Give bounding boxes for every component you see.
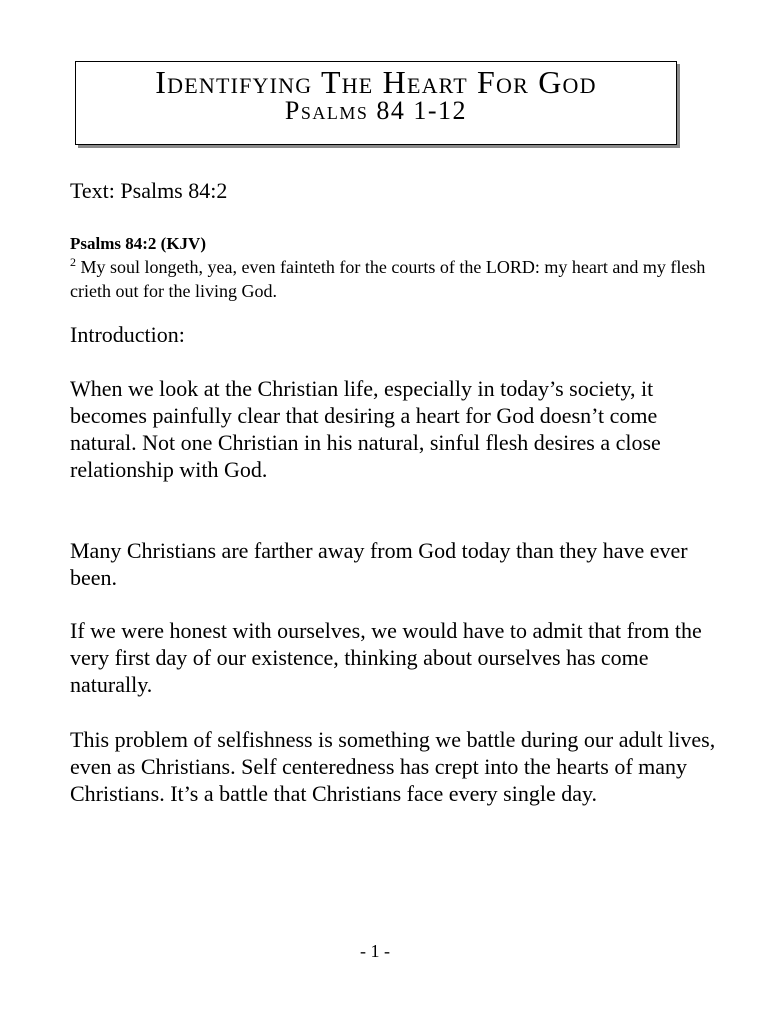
verse-text-block (70, 255, 710, 303)
paragraph: When we look at the Christian life, especially in today’s society, it becomes painfully clear that desiring a heart for God doesn’t come natural. Not one Christian in his natural, sinful flesh desires a close relationship with God. (70, 376, 661, 482)
text-reference: Text: Psalms 84:2 (70, 178, 228, 203)
paragraph: Many Christians are farther away from God today than they have ever been. (70, 538, 688, 590)
verse-reference: Psalms 84:2 (KJV) (70, 234, 206, 253)
document-subtitle: Psalms 84 1-12 (284, 96, 468, 125)
page-number: - 1 - (360, 941, 390, 961)
title-box (75, 61, 677, 145)
introduction-heading: Introduction: (70, 322, 185, 347)
verse-text: My soul longeth, yea, even fainteth for the courts of the LORD: my heart and my flesh crieth out for the living God. (70, 257, 706, 301)
verse-number: 2 (70, 255, 76, 269)
verse-block (70, 233, 710, 303)
paragraph: If we were honest with ourselves, we would have to admit that from the very first day of our existence, thinking about ourselves has come naturally. (70, 618, 702, 697)
document-title: Identifying The Heart For God (155, 64, 597, 100)
paragraph: This problem of selfishness is something we battle during our adult lives, even as Christians. Self centeredness has crept into the hearts of many Christians. It’s a battle that Christians face every single day. (70, 727, 716, 806)
